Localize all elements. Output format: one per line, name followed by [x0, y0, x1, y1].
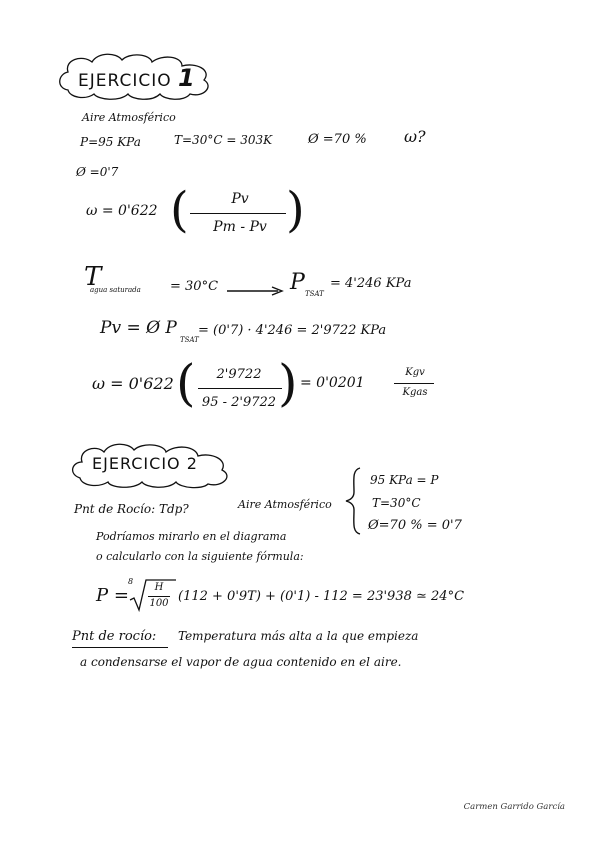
ex2-note-line-2: o calcularlo con la siguiente fórmula:	[96, 550, 304, 563]
ex2-given-pressure: 95 KPa = P	[370, 473, 439, 487]
ex1-formula-left: ω = 0'622	[86, 203, 158, 219]
ex1-psat-subscript: TSAT	[305, 290, 324, 298]
ex1-pv-left: Pv = Ø P	[100, 318, 177, 338]
ex1-formula-numerator: Pv	[231, 191, 249, 207]
ex1-omega-denominator: 95 - 2'9722	[201, 395, 277, 410]
ex2-subject: Aire Atmosférico	[238, 498, 332, 511]
ex1-formula-open-paren: (	[170, 182, 189, 238]
ex1-omega-left: ω = 0'622	[92, 374, 174, 393]
ex1-pv-calculation: = (0'7) · 4'246 = 2'9722 KPa	[198, 323, 387, 338]
exercise-2-title: EJERCICIO 2	[92, 454, 198, 473]
ex2-root-denominator: 100	[149, 598, 169, 609]
ex1-formula-close-paren: )	[286, 182, 305, 238]
ex1-omega-fraction	[194, 364, 284, 412]
ex2-formula-rest: (112 + 0'9T) + (0'1) - 112 = 23'938 ≃ 24°C	[178, 589, 465, 604]
ex2-root-index: 8	[128, 577, 134, 586]
author-footer: Carmen Garrido García	[463, 802, 565, 812]
ex1-omega-close-paren: )	[278, 354, 298, 412]
ex1-pv-subscript: TSAT	[180, 336, 199, 344]
ex2-given-humidity: Ø=70 % = 0'7	[368, 518, 462, 533]
ex1-omega-open-paren: (	[176, 354, 196, 412]
ex1-psat-symbol: P	[290, 270, 305, 295]
ex1-arrow-icon	[226, 286, 284, 296]
ex1-omega-result: = 0'0201	[300, 375, 365, 391]
ex1-tsat-subscript: agua saturada	[90, 286, 141, 294]
ex1-formula-bar	[190, 213, 286, 214]
ex1-formula-fraction	[190, 190, 290, 238]
ex2-root-fraction	[144, 582, 174, 612]
ex1-omega-unit-bar	[394, 383, 434, 384]
ex1-subject: Aire Atmosférico	[82, 111, 176, 124]
ex2-root-numerator: H	[154, 582, 164, 593]
ex1-formula-denominator: Pm - Pv	[213, 219, 267, 235]
ex2-definition-underline	[72, 647, 168, 648]
ex2-note-line-1: Podríamos mirarlo en el diagrama	[96, 530, 287, 543]
ex1-tsat-symbol: T	[84, 262, 102, 292]
ex2-given-temperature: T=30°C	[372, 496, 421, 510]
ex2-formula-p: P =	[96, 585, 129, 606]
ex1-tsat-value: = 30°C	[170, 279, 219, 294]
ex1-omega-unit-numerator: Kgv	[405, 367, 425, 378]
ex1-unknown: ω?	[404, 127, 426, 146]
ex1-omega-unit-denominator: Kgas	[402, 387, 428, 398]
ex1-omega-bar	[198, 388, 282, 389]
ex1-phi-decimal: Ø =0'7	[76, 165, 119, 179]
ex2-definition-line-1: Temperatura más alta a la que empieza	[178, 629, 419, 643]
ex2-definition-label: Pnt de rocío:	[72, 629, 157, 644]
ex2-question: Pnt de Rocío: Tdp?	[74, 502, 189, 516]
exercise-1-title-text: EJERCICIO	[78, 71, 172, 91]
ex1-given-humidity: Ø =70 %	[308, 132, 367, 147]
ex1-omega-numerator: 2'9722	[216, 367, 262, 382]
ex2-brace-icon	[344, 466, 364, 536]
ex1-omega-unit	[392, 366, 438, 402]
ex1-given-pressure: P=95 KPa	[80, 135, 141, 149]
ex1-psat-value: = 4'246 KPa	[330, 276, 412, 291]
exercise-1-title-number: 1	[178, 64, 196, 92]
ex1-given-temperature: T=30°C = 303K	[174, 133, 273, 147]
ex2-definition-line-2: a condensarse el vapor de agua contenido en el aire.	[80, 655, 402, 669]
exercise-1-title	[78, 66, 196, 90]
